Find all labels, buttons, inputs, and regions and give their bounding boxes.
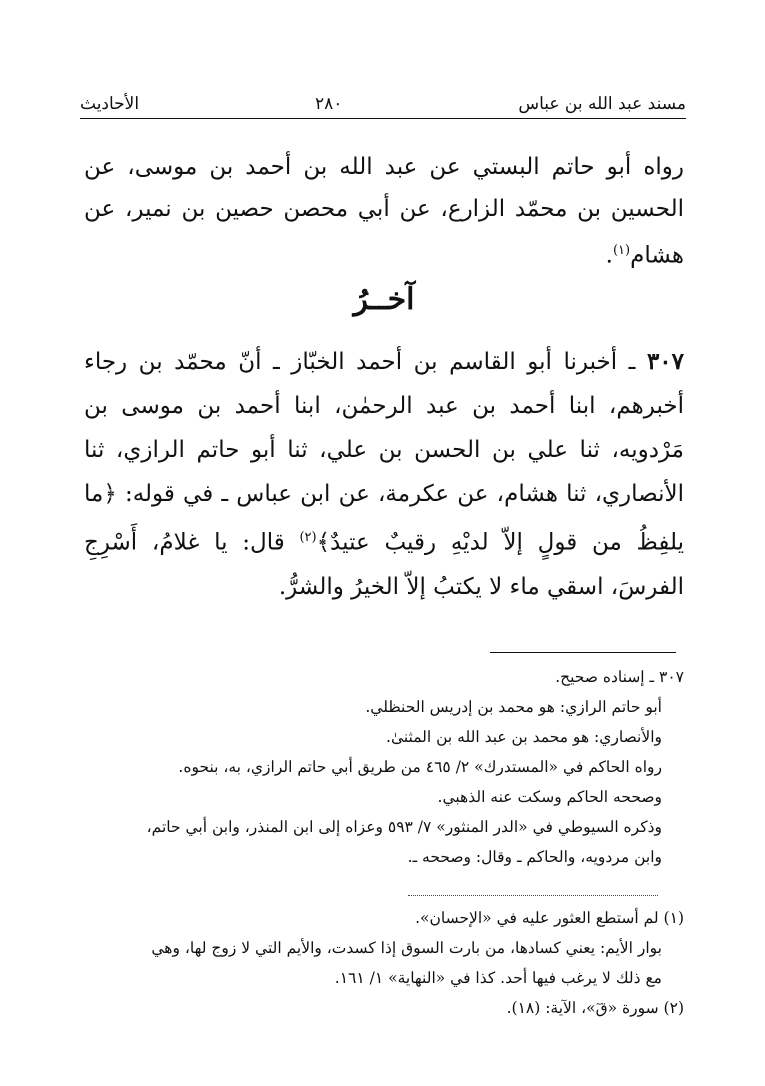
- footnote-1-cont: مع ذلك لا يرغب فيها أحد. كذا في «النهاية» ١/ ١٦١.: [334, 969, 662, 987]
- section-heading: آخــرُ: [353, 282, 415, 317]
- paragraph-1: [84, 146, 684, 277]
- footnotes-divider: [408, 895, 658, 896]
- note-line: وصححه الحاكم وسكت عنه الذهبي.: [437, 788, 662, 806]
- hadith-307: [84, 340, 684, 609]
- running-header: [80, 84, 686, 114]
- footnote-1: (١) لم أستطع العثور عليه في «الإحسان».: [415, 909, 684, 927]
- hadith-text-a: ـ أخبرنا أبو القاسم بن أحمد الخبّاز ـ أنّ محمّد بن رجاء أخبرهم، ابنا أحمد بن عبد الرحمٰن، ابنا أحمد بن موسى بن مَرْدويه، ثنا علي بن الحسن بن علي، ثنا أبو حاتم الرازي، ثنا الأنصاري، ثنا هشام، عن عكرمة، عن ابن عباس ـ في قوله: ﴿ما يلفِظُ من قولٍ إلاّ لديْهِ رقيبٌ عتيدٌ﴾: [84, 349, 684, 556]
- note-line: وذكره السيوطي في «الدر المنثور» ٧/ ٥٩٣ وعزاه إلى ابن المنذر، وابن أبي حاتم،: [146, 818, 662, 836]
- paragraph-1-end: .: [605, 242, 613, 269]
- hadith-text-b: قال: يا غلامُ، أَسْرِجِ الفرسَ، اسقي ماء لا يكتبُ إلاّ الخيرُ والشرُّ.: [84, 529, 684, 600]
- footnotes: [84, 903, 684, 1023]
- section-title: الأحاديث: [80, 94, 140, 114]
- hadith-notes: [84, 662, 684, 872]
- notes-divider: [490, 652, 676, 653]
- note-line: وابن مردويه، والحاكم ـ وقال: وصححه ـ.: [407, 848, 662, 866]
- note-line: أبو حاتم الرازي: هو محمد بن إدريس الحنظلي.: [365, 698, 662, 716]
- footnote-2: (٢) سورة «قٓ»، الآية: (١٨).: [506, 999, 684, 1017]
- book-title: مسند عبد الله بن عباس: [518, 94, 686, 114]
- hadith-number: ٣٠٧: [646, 348, 684, 375]
- paragraph-1-text: رواه أبو حاتم البستي عن عبد الله بن أحمد بن موسى، عن الحسين بن محمّد الزارع، عن أبي محصن حصين بن نمير، عن هشام: [84, 154, 684, 269]
- footnote-ref-1[interactable]: (١): [612, 243, 631, 258]
- note-line: رواه الحاكم في «المستدرك» ٢/ ٤٦٥ من طريق أبي حاتم الرازي، به، بنحوه.: [178, 758, 662, 776]
- page-number: ٢٨٠: [315, 94, 343, 114]
- footnote-1-cont: بوار الأيم: يعني كسادها، من بارت السوق إذا كسدت، والأيم التي لا زوج لها، وهي: [151, 939, 662, 957]
- note-line: ٣٠٧ ـ إسناده صحيح.: [555, 668, 684, 686]
- footnote-ref-2[interactable]: (٢): [299, 530, 317, 545]
- note-line: والأنصاري: هو محمد بن عبد الله بن المثنىٰ.: [386, 728, 662, 746]
- header-divider: [80, 118, 686, 119]
